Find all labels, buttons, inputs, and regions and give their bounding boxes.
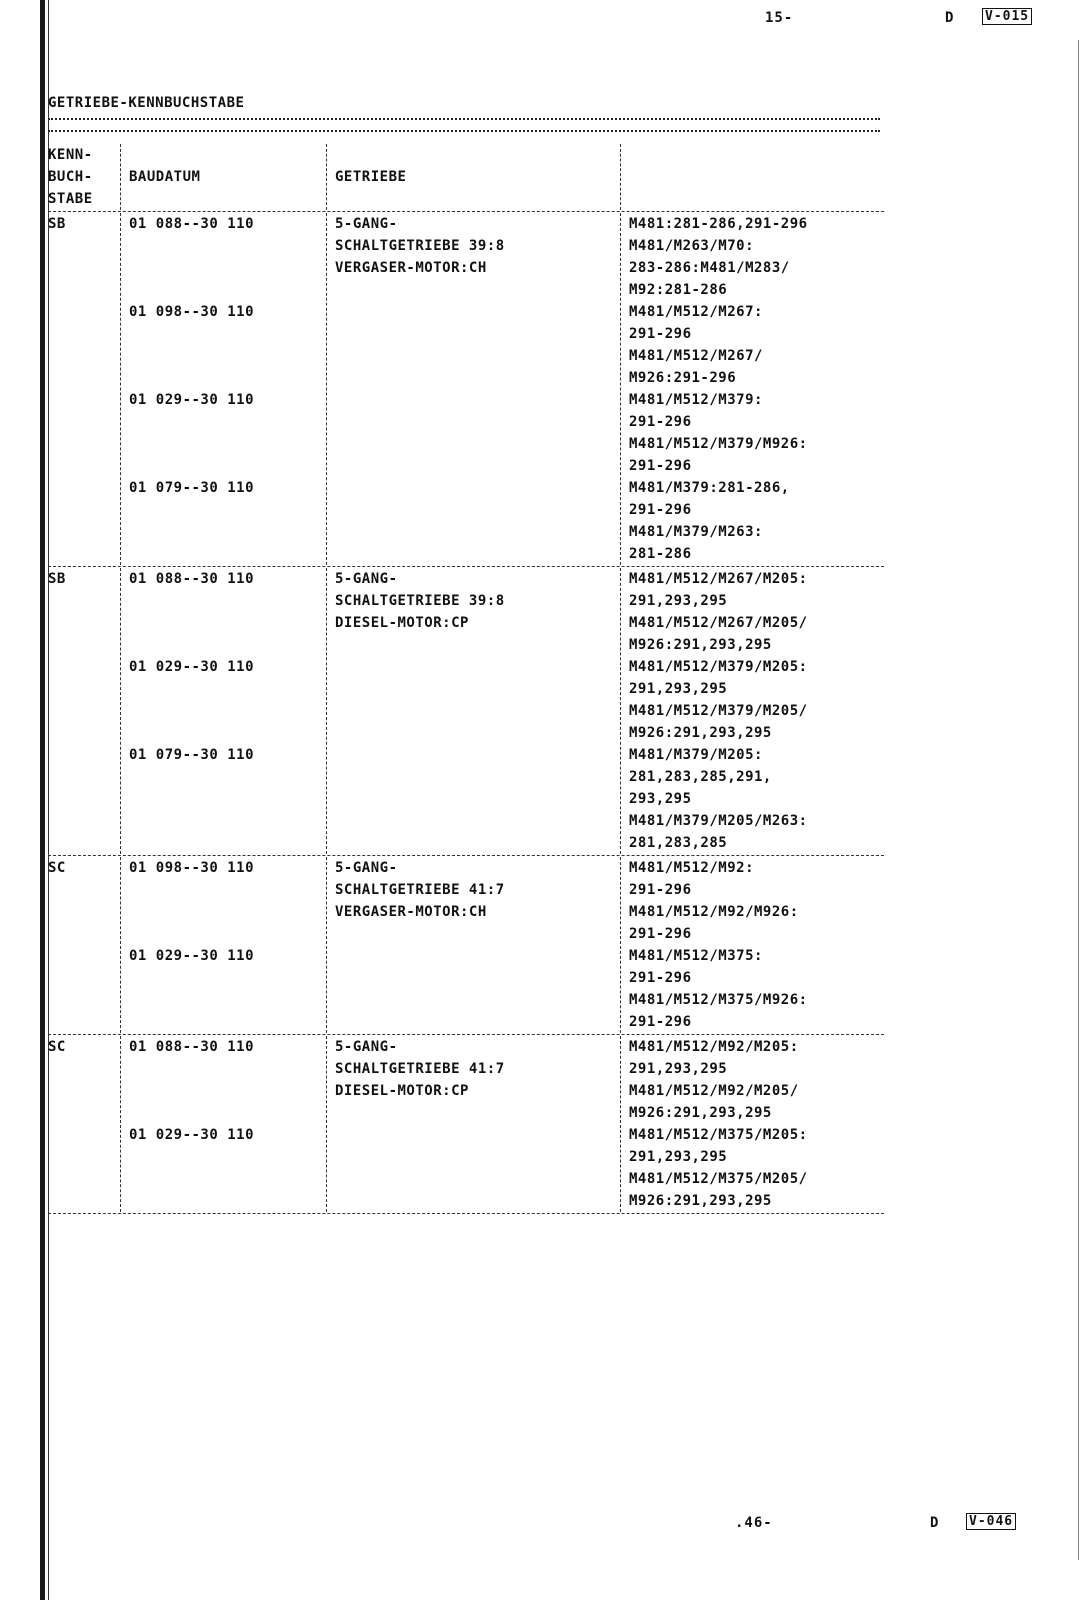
model-line: M481/M512/M375/M205/ [629, 1171, 808, 1187]
model-line: 291-296 [629, 414, 692, 430]
table-row [48, 568, 888, 854]
table-body [48, 213, 888, 1214]
baudatum-value: 01 079--30 110 [129, 747, 255, 763]
getriebe-cell [326, 568, 620, 854]
models-cell [620, 857, 888, 1033]
baudatum-value: 01 029--30 110 [129, 948, 255, 964]
model-line: 291-296 [629, 970, 692, 986]
table-header [48, 144, 888, 210]
getriebe-line: VERGASER-MOTOR:CH [335, 260, 487, 276]
model-line: M481/M512/M267: [629, 304, 763, 320]
getriebe-line: SCHALTGETRIEBE 41:7 [335, 882, 505, 898]
model-line: 293,295 [629, 791, 692, 807]
model-line: M481/M512/M375/M926: [629, 992, 808, 1008]
row-divider [48, 1034, 884, 1035]
getriebe-line: VERGASER-MOTOR:CH [335, 904, 487, 920]
row-divider [48, 211, 884, 212]
model-line: M92:281-286 [629, 282, 728, 298]
ref-code-top: V-015 [982, 8, 1032, 25]
model-line: M481/M512/M267/M205/ [629, 615, 808, 631]
baudatum-value: 01 088--30 110 [129, 1039, 255, 1055]
model-line: 281,283,285,291, [629, 769, 772, 785]
baudatum-cell [120, 213, 326, 565]
page-number-bottom: .46- [735, 1515, 773, 1531]
kennbuchstabe-cell [48, 1036, 120, 1212]
model-line: M481/M263/M70: [629, 238, 755, 254]
model-line: M926:291,293,295 [629, 637, 772, 653]
model-line: M926:291,293,295 [629, 1193, 772, 1209]
model-line: 291-296 [629, 882, 692, 898]
model-line: M481/M512/M379/M205/ [629, 703, 808, 719]
binding-edge [40, 0, 45, 1600]
row-divider [48, 566, 884, 567]
model-line: M481/M512/M379/M205: [629, 659, 808, 675]
baudatum-value: 01 029--30 110 [129, 1127, 255, 1143]
baudatum-value: 01 079--30 110 [129, 480, 255, 496]
getriebe-cell [326, 1036, 620, 1212]
baudatum-value: 01 098--30 110 [129, 860, 255, 876]
getriebe-line: SCHALTGETRIEBE 39:8 [335, 593, 505, 609]
model-line: 281-286 [629, 546, 692, 562]
row-divider [48, 1213, 884, 1214]
model-line: M481/M512/M92: [629, 860, 755, 876]
table-row [48, 213, 888, 565]
getriebe-line: DIESEL-MOTOR:CP [335, 1083, 469, 1099]
header-baudatum: BAUDATUM [120, 144, 326, 210]
getriebe-cell [326, 857, 620, 1033]
model-line: 291-296 [629, 326, 692, 342]
model-line: 291-296 [629, 926, 692, 942]
model-line: M481/M379/M205: [629, 747, 763, 763]
model-line: 291,293,295 [629, 681, 728, 697]
table-row [48, 1036, 888, 1212]
baudatum-value: 01 098--30 110 [129, 304, 255, 320]
model-line: M481/M512/M375/M205: [629, 1127, 808, 1143]
model-line: M481/M512/M92/M205/ [629, 1083, 799, 1099]
page-title: GETRIEBE-KENNBUCHSTABE [48, 95, 245, 111]
kennbuchstabe-cell [48, 568, 120, 854]
model-line: M481/M512/M379/M926: [629, 436, 808, 452]
model-line: 291-296 [629, 502, 692, 518]
getriebe-line: DIESEL-MOTOR:CP [335, 615, 469, 631]
model-line: M926:291,293,295 [629, 1105, 772, 1121]
table-row [48, 857, 888, 1033]
model-line: 291,293,295 [629, 1061, 728, 1077]
getriebe-line: SCHALTGETRIEBE 41:7 [335, 1061, 505, 1077]
kennbuchstabe-code: SB [48, 571, 66, 587]
models-cell [620, 213, 888, 565]
kennbuchstabe-cell [48, 213, 120, 565]
baudatum-value: 01 088--30 110 [129, 571, 255, 587]
model-line: M481/M512/M92/M205: [629, 1039, 799, 1055]
model-line: M481/M379/M263: [629, 524, 763, 540]
ref-code-bottom: V-046 [966, 1513, 1016, 1530]
getriebe-line: 5-GANG- [335, 860, 398, 876]
model-line: M481/M512/M267/ [629, 348, 763, 364]
double-underline [48, 118, 880, 132]
baudatum-cell [120, 568, 326, 854]
right-margin-line [1078, 40, 1079, 1560]
getriebe-line: SCHALTGETRIEBE 39:8 [335, 238, 505, 254]
model-line: 291,293,295 [629, 593, 728, 609]
lang-marker-top: D [945, 10, 955, 26]
model-line: M481/M512/M375: [629, 948, 763, 964]
baudatum-value: 01 029--30 110 [129, 659, 255, 675]
model-line: 281,283,285 [629, 835, 728, 851]
row-divider [48, 855, 884, 856]
model-line: M926:291,293,295 [629, 725, 772, 741]
model-line: M481/M512/M267/M205: [629, 571, 808, 587]
model-line: M481/M512/M92/M926: [629, 904, 799, 920]
models-cell [620, 568, 888, 854]
baudatum-cell [120, 1036, 326, 1212]
header-models [620, 144, 888, 210]
model-line: M481/M512/M379: [629, 392, 763, 408]
header-kennbuchstabe: KENN- BUCH- STABE [48, 147, 93, 207]
getriebe-line: 5-GANG- [335, 216, 398, 232]
model-line: 291-296 [629, 458, 692, 474]
model-line: M481/M379/M205/M263: [629, 813, 808, 829]
document-body [48, 92, 888, 1215]
lang-marker-bottom: D [930, 1515, 940, 1531]
model-line: M481:281-286,291-296 [629, 216, 808, 232]
kennbuchstabe-code: SC [48, 1039, 66, 1055]
baudatum-cell [120, 857, 326, 1033]
baudatum-value: 01 029--30 110 [129, 392, 255, 408]
models-cell [620, 1036, 888, 1212]
kennbuchstabe-code: SC [48, 860, 66, 876]
model-line: 291,293,295 [629, 1149, 728, 1165]
model-line: M481/M379:281-286, [629, 480, 790, 496]
model-line: 291-296 [629, 1014, 692, 1030]
model-line: 283-286:M481/M283/ [629, 260, 790, 276]
header-getriebe: GETRIEBE [326, 144, 620, 210]
kennbuchstabe-cell [48, 857, 120, 1033]
baudatum-value: 01 088--30 110 [129, 216, 255, 232]
kennbuchstabe-code: SB [48, 216, 66, 232]
getriebe-line: 5-GANG- [335, 571, 398, 587]
page-number-top: 15- [765, 10, 794, 26]
model-line: M926:291-296 [629, 370, 737, 386]
getriebe-cell [326, 213, 620, 565]
getriebe-line: 5-GANG- [335, 1039, 398, 1055]
